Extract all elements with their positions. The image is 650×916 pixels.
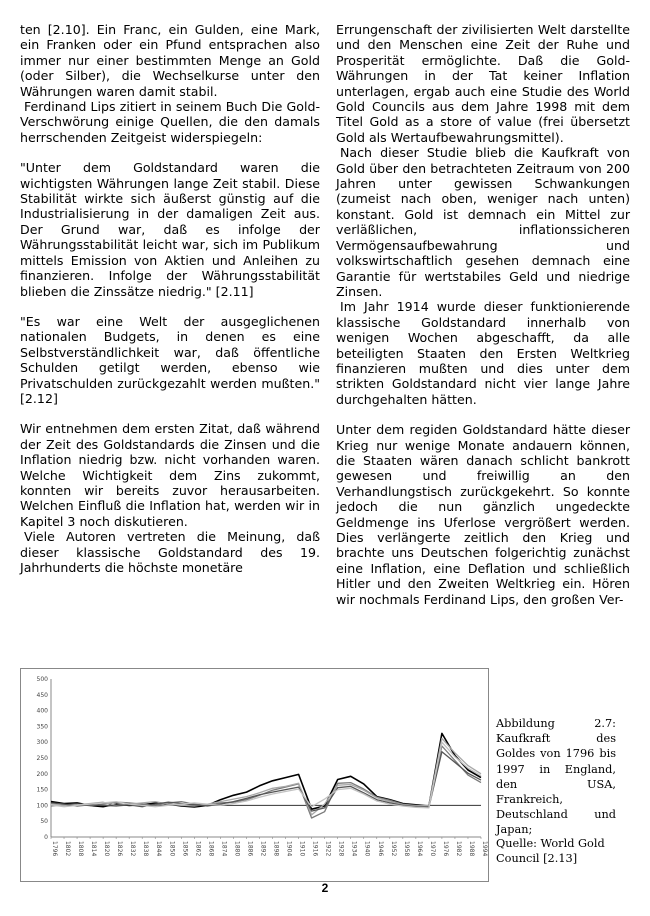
- x-tick-label: 1862: [194, 841, 202, 857]
- y-tick-label: 50: [40, 818, 48, 826]
- y-tick-label: 400: [36, 707, 48, 715]
- paragraph: Ferdinand Lips zitiert in seinem Buch Die Gold-Verschwörung einige Quellen, die den damals herrschenden Zeitgeist widerspiegeln:: [20, 99, 320, 145]
- y-tick-label: 0: [44, 834, 48, 841]
- y-tick-label: 300: [36, 739, 48, 747]
- y-tick-label: 450: [36, 691, 48, 699]
- figure-source: Quelle: World Gold Council [2.13]: [496, 837, 605, 865]
- y-tick-label: 350: [36, 723, 48, 731]
- y-tick-label: 250: [36, 755, 48, 762]
- x-tick-label: 1940: [363, 841, 371, 857]
- x-tick-label: 1808: [77, 841, 85, 857]
- caption-text: Abbildung 2.7: Kaufkraft des Goldes von 1796 bis 1997 in England, den USA, Frankreich, Deutschland und Japan;: [496, 717, 616, 837]
- x-tick-label: 1874: [220, 841, 228, 857]
- x-tick-label: 1976: [441, 841, 449, 857]
- x-tick-label: 1832: [129, 841, 137, 857]
- series-line-1: [51, 733, 481, 809]
- paragraph: Unter dem regiden Goldstandard hätte dieser Krieg nur wenige Monate andauern können, die Staaten wären danach schlicht bankrott gewesen und freiwillig an den Verhandlungstisch zurückgekehrt. So konnte jedoch die nun gänzlich ungedeckte Geldmenge ins Uferlose vergrößert werden. Dies verlängerte zeitlich den Krieg und brachte uns Deutschen folgerichtig zunächst eine Inflation, eine Deflation und schließlich Hitler und den Zweiten Weltkrieg ein. Hören wir nochmals Ferdinand Lips, den großen Ver-: [336, 422, 630, 607]
- paragraph: Im Jahr 1914 wurde dieser funktionierende klassische Goldstandard innerhalb von wenigen Wochen abgeschafft, da alle beteiligten Staaten den Ersten Weltkrieg finanzieren mußten und dies unter dem strikten Goldstandard nicht vier lange Jahre durchgehalten hätten.: [336, 299, 630, 407]
- x-tick-label: 1880: [233, 841, 241, 857]
- x-tick-label: 1988: [467, 841, 475, 857]
- x-tick-label: 1868: [207, 841, 215, 857]
- x-tick-label: 1856: [181, 841, 189, 857]
- x-tick-label: 1928: [337, 841, 345, 857]
- chart-svg: [21, 669, 488, 881]
- series-line-5: [51, 742, 481, 808]
- x-tick-label: 1814: [90, 841, 98, 857]
- x-tick-label: 1898: [272, 841, 280, 857]
- paragraph: Nach dieser Studie blieb die Kaufkraft von Gold über den betrachteten Zeitraum von 200 Jahren unter gewissen Schwankungen (zumeist nach oben, weniger nach unten) konstant. Gold ist demnach ein Mittel zur verläßlichen, inflationssicheren Vermögensaufbewahrung und volkswirtschaftlich gesehen demnach eine Garantie für wertstabiles Geld und niedrige Zinsen.: [336, 145, 630, 299]
- page-number: 2: [321, 881, 329, 895]
- x-tick-label: 1886: [246, 841, 254, 857]
- x-tick-label: 1964: [415, 841, 423, 857]
- paragraph: Viele Autoren vertreten die Meinung, daß dieser klassische Goldstandard des 19. Jahrhunderts die höchste monetäre: [20, 529, 320, 575]
- x-tick-label: 1910: [298, 841, 306, 857]
- x-tick-label: 1838: [142, 841, 150, 857]
- figure-caption: [496, 716, 616, 838]
- x-tick-label: 1820: [103, 841, 111, 857]
- right-text-column: [336, 22, 630, 607]
- x-tick-label: 1916: [311, 841, 319, 857]
- gold-purchasing-power-chart: [20, 668, 489, 882]
- y-tick-label: 100: [36, 802, 48, 810]
- x-tick-label: 1934: [350, 841, 358, 857]
- x-tick-label: 1982: [454, 841, 462, 857]
- x-tick-label: 1904: [285, 841, 293, 857]
- y-tick-label: 150: [36, 786, 48, 794]
- paragraph: ten [2.10]. Ein Franc, ein Gulden, eine Mark, ein Franken oder ein Pfund entsprachen also immer nur einer bestimmten Menge an Gold (oder Silber), die Wechselkurse unter den Währungen waren damit stabil.: [20, 22, 320, 99]
- paragraph: Wir entnehmen dem ersten Zitat, daß während der Zeit des Goldstandards die Zinsen und die Inflation niedrig bzw. nicht vorhanden waren. Welche Wichtigkeit dem Zins zukommt, konnten wir bereits zuvor herausarbeiten. Welchen Einfluß die Inflation hat, werden wir in Kapitel 3 noch diskutieren.: [20, 421, 320, 529]
- x-tick-label: 1802: [64, 841, 72, 857]
- x-tick-label: 1970: [428, 841, 436, 857]
- x-tick-label: 1826: [116, 841, 124, 857]
- quote-paragraph: "Unter dem Goldstandard waren die wichtigsten Währungen lange Zeit stabil. Diese Stabilität wirkte sich äußerst günstig auf die Industrialisierung in der damaligen Zeit aus. Der Grund war, daß es infolge der Währungsstabilität leicht war, sich im Publikum mittels Emission von Aktien und Anleihen zu finanzieren. Infolge der Währungsstabilität blieben die Zinssätze niedrig." [2.11]: [20, 160, 320, 299]
- y-tick-label: 200: [36, 770, 48, 778]
- x-tick-label: 1946: [376, 841, 384, 857]
- x-tick-label: 1850: [168, 841, 176, 857]
- x-tick-label: 1892: [259, 841, 267, 857]
- x-tick-label: 1922: [324, 841, 332, 857]
- x-tick-label: 1796: [51, 841, 58, 857]
- y-tick-label: 500: [36, 676, 48, 683]
- x-tick-label: 1994: [481, 841, 488, 857]
- x-tick-label: 1958: [402, 841, 410, 857]
- paragraph: Errungenschaft der zivilisierten Welt darstellte und den Menschen eine Zeit der Ruhe und Prosperität ermöglichte. Daß die Gold-Währungen in der Tat keiner Inflation unterlagen, ergab auch eine Studie des World Gold Councils aus dem Jahre 1998 mit dem Titel Gold as a store of value (frei übersetzt Gold als Wertaufbewahrungsmittel).: [336, 22, 630, 145]
- x-tick-label: 1844: [155, 841, 163, 857]
- quote-paragraph: "Es war eine Welt der ausgeglichenen nationalen Budgets, in denen es eine Selbstverständlichkeit war, daß öffentliche Schulden getilgt werden, ebenso wie Privatschulden zurückgezahlt werden mußten." [2.12]: [20, 313, 320, 406]
- left-text-column: [20, 22, 320, 575]
- x-tick-label: 1952: [389, 841, 397, 857]
